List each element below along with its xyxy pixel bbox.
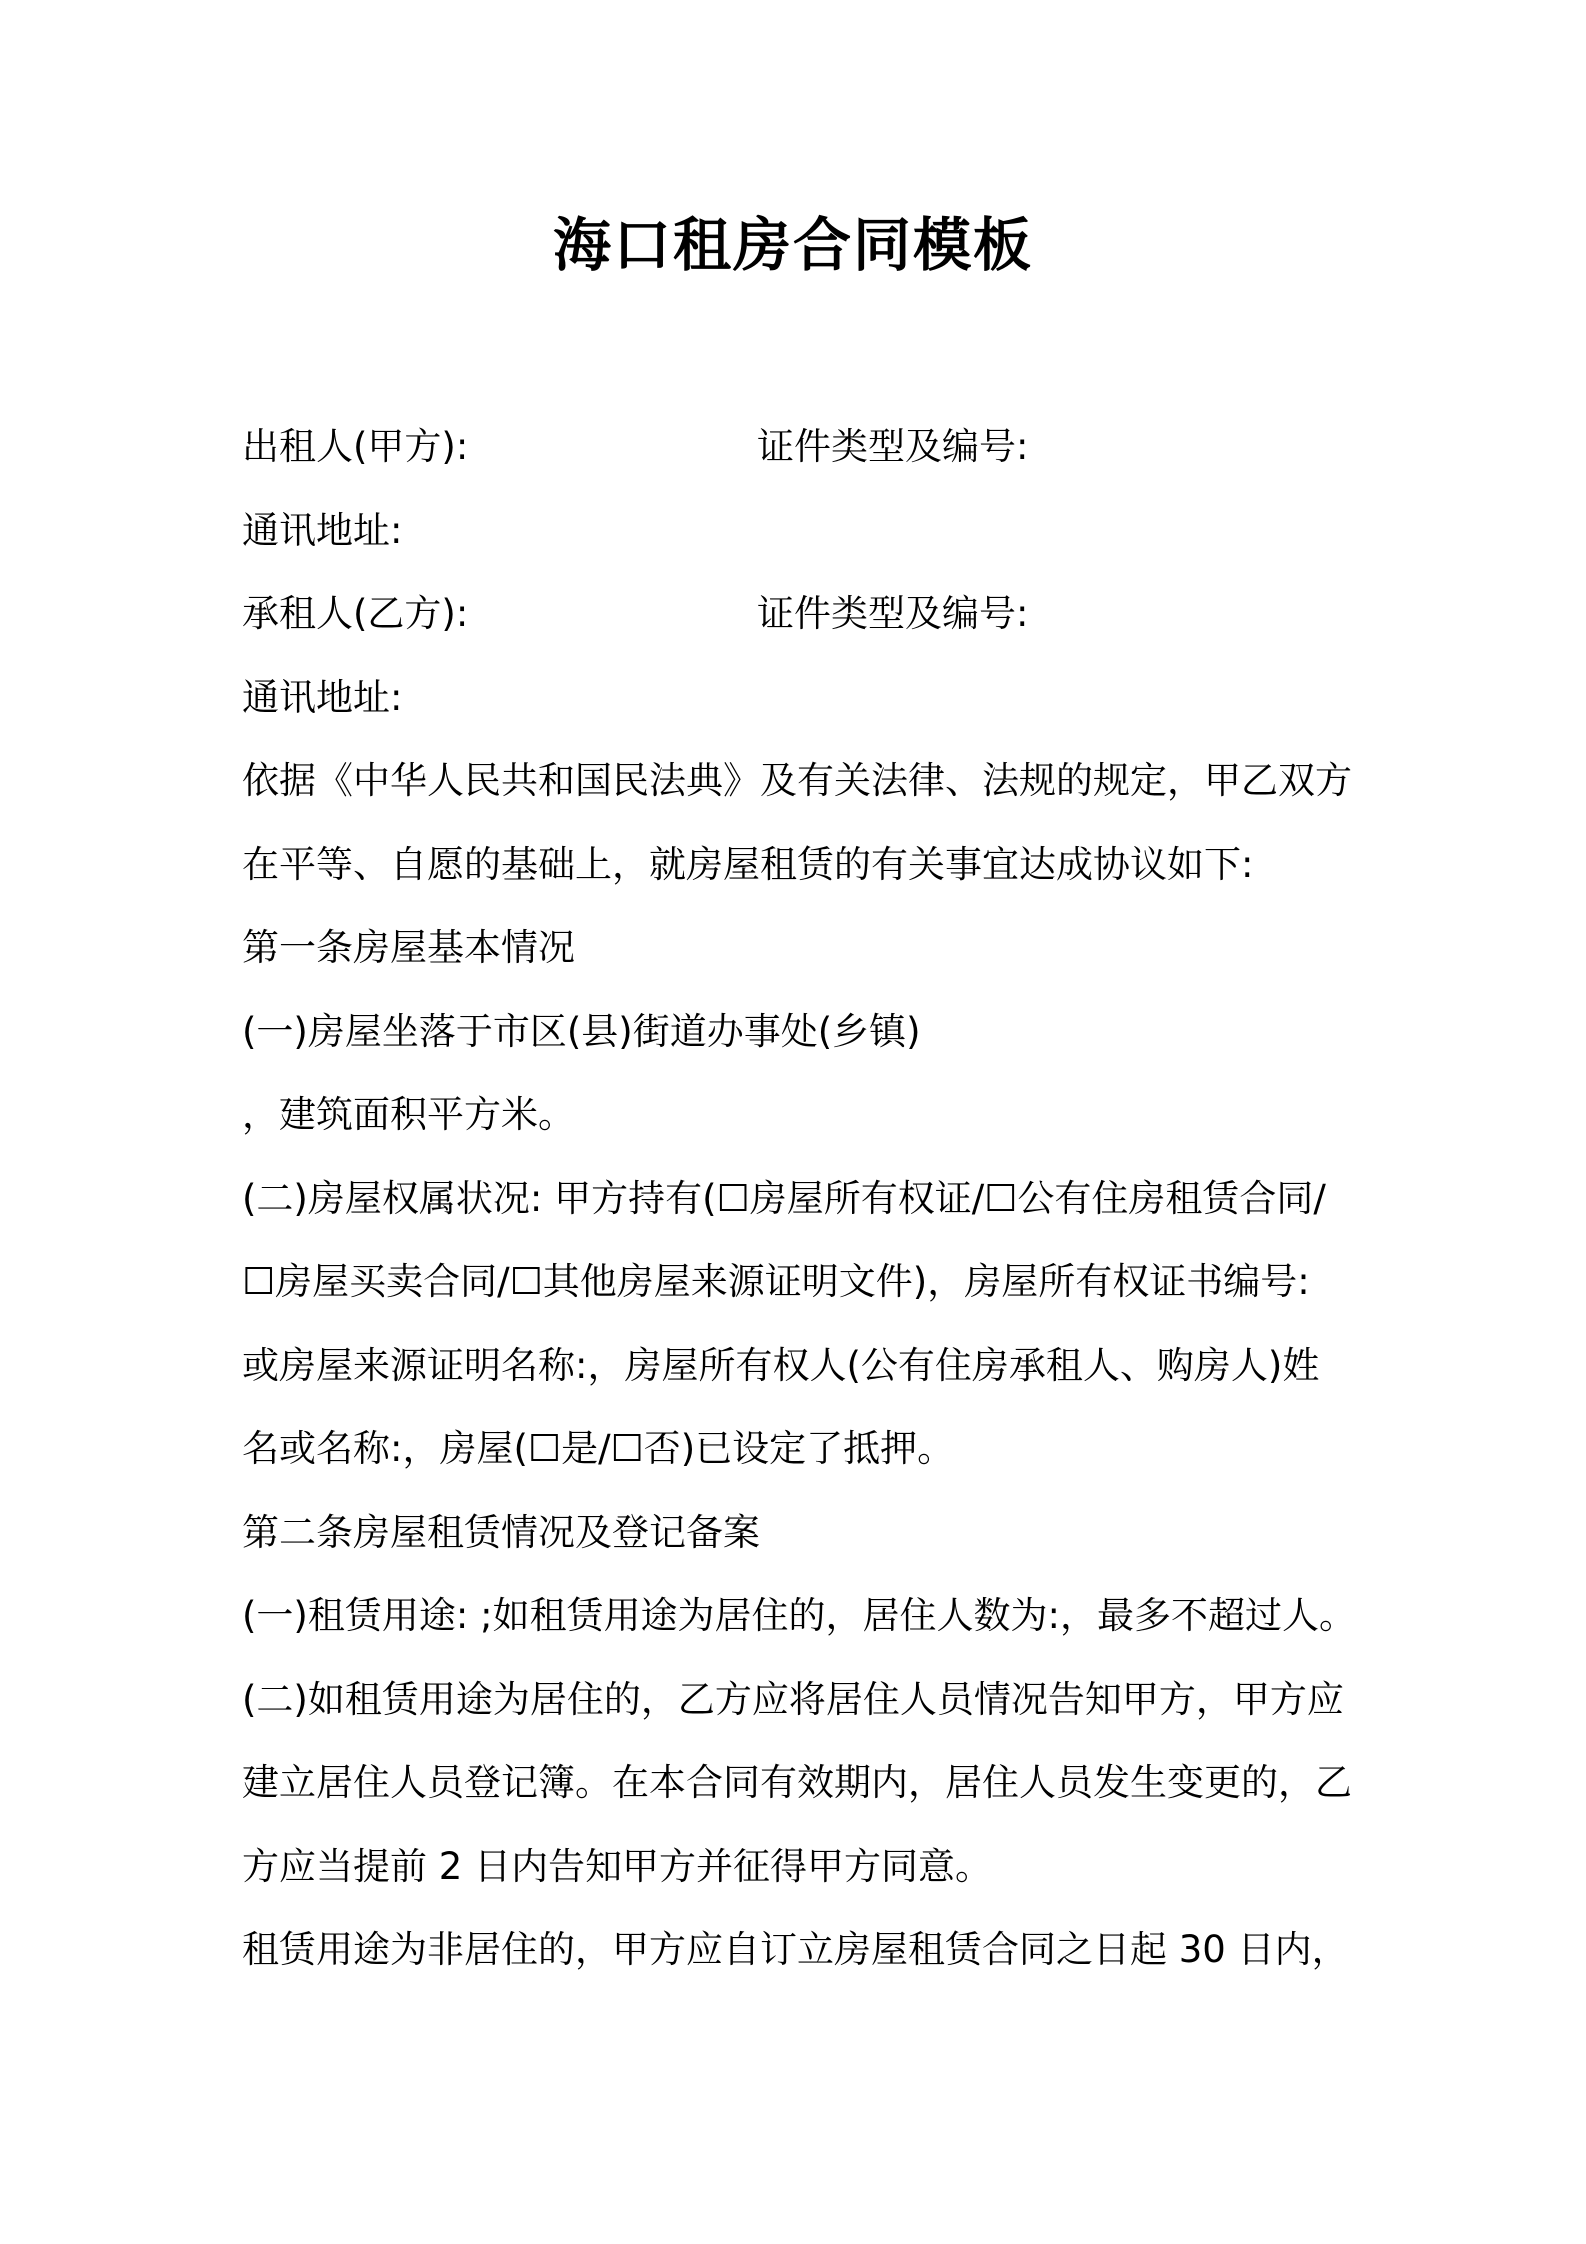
article-1-clause-1-line-2: ，建筑面积平方米。 xyxy=(242,1093,575,1136)
article-2-non-residential-line: 租赁用途为非居住的，甲方应自订立房屋租赁合同之日起 30 日内， xyxy=(242,1928,1349,1971)
lessor-label: 出租人(甲方): xyxy=(242,425,469,468)
article-1-clause-2-line-4: 名或名称:，房屋(☐是/☐否)已设定了抵押。 xyxy=(242,1427,955,1470)
article-2-clause-2-line-2: 建立居住人员登记簿。在本合同有效期内，居住人员发生变更的，乙 xyxy=(242,1761,1352,1804)
article-1-clause-2-line-2: ☐房屋买卖合同/☐其他房屋来源证明文件)，房屋所有权证书编号: xyxy=(242,1260,1310,1303)
article-2-clause-1: (一)租赁用途: ;如租赁用途为居住的，居住人数为:，最多不超过人。 xyxy=(242,1594,1357,1637)
document-title: 海口租房合同模板 xyxy=(552,211,1033,279)
text-line-legal-basis-2: 在平等、自愿的基础上，就房屋租赁的有关事宜达成协议如下: xyxy=(242,842,1254,886)
article-1-clause-1-line-1: (一)房屋坐落于市区(县)街道办事处(乡镇) xyxy=(242,1009,921,1053)
article-1-heading: 第一条房屋基本情况 xyxy=(242,926,575,969)
lessor-address-label: 通讯地址: xyxy=(242,508,403,552)
article-2-clause-2-line-3: 方应当提前 2 日内告知甲方并征得甲方同意。 xyxy=(242,1844,993,1888)
article-2-heading: 第二条房屋租赁情况及登记备案 xyxy=(242,1510,760,1554)
lessee-id-label: 证件类型及编号: xyxy=(757,592,1029,635)
lessor-id-label: 证件类型及编号: xyxy=(757,425,1029,468)
lessor-row xyxy=(242,405,1362,489)
article-2-clause-2-line-1: (二)如租赁用途为居住的，乙方应将居住人员情况告知甲方，甲方应 xyxy=(242,1677,1344,1721)
lessee-row xyxy=(242,572,1362,656)
text-line-legal-basis-1: 依据《中华人民共和国民法典》及有关法律、法规的规定，甲乙双方 xyxy=(242,759,1352,802)
document-body xyxy=(242,405,1362,1992)
article-1-clause-2-line-1: (二)房屋权属状况: 甲方持有(☐房屋所有权证/☐公有住房租赁合同/ xyxy=(242,1176,1326,1220)
lessee-label: 承租人(乙方): xyxy=(242,592,469,635)
lessee-address-label: 通讯地址: xyxy=(242,675,403,719)
article-1-clause-2-line-3: 或房屋来源证明名称:，房屋所有权人(公有住房承租人、购房人)姓 xyxy=(242,1343,1320,1387)
